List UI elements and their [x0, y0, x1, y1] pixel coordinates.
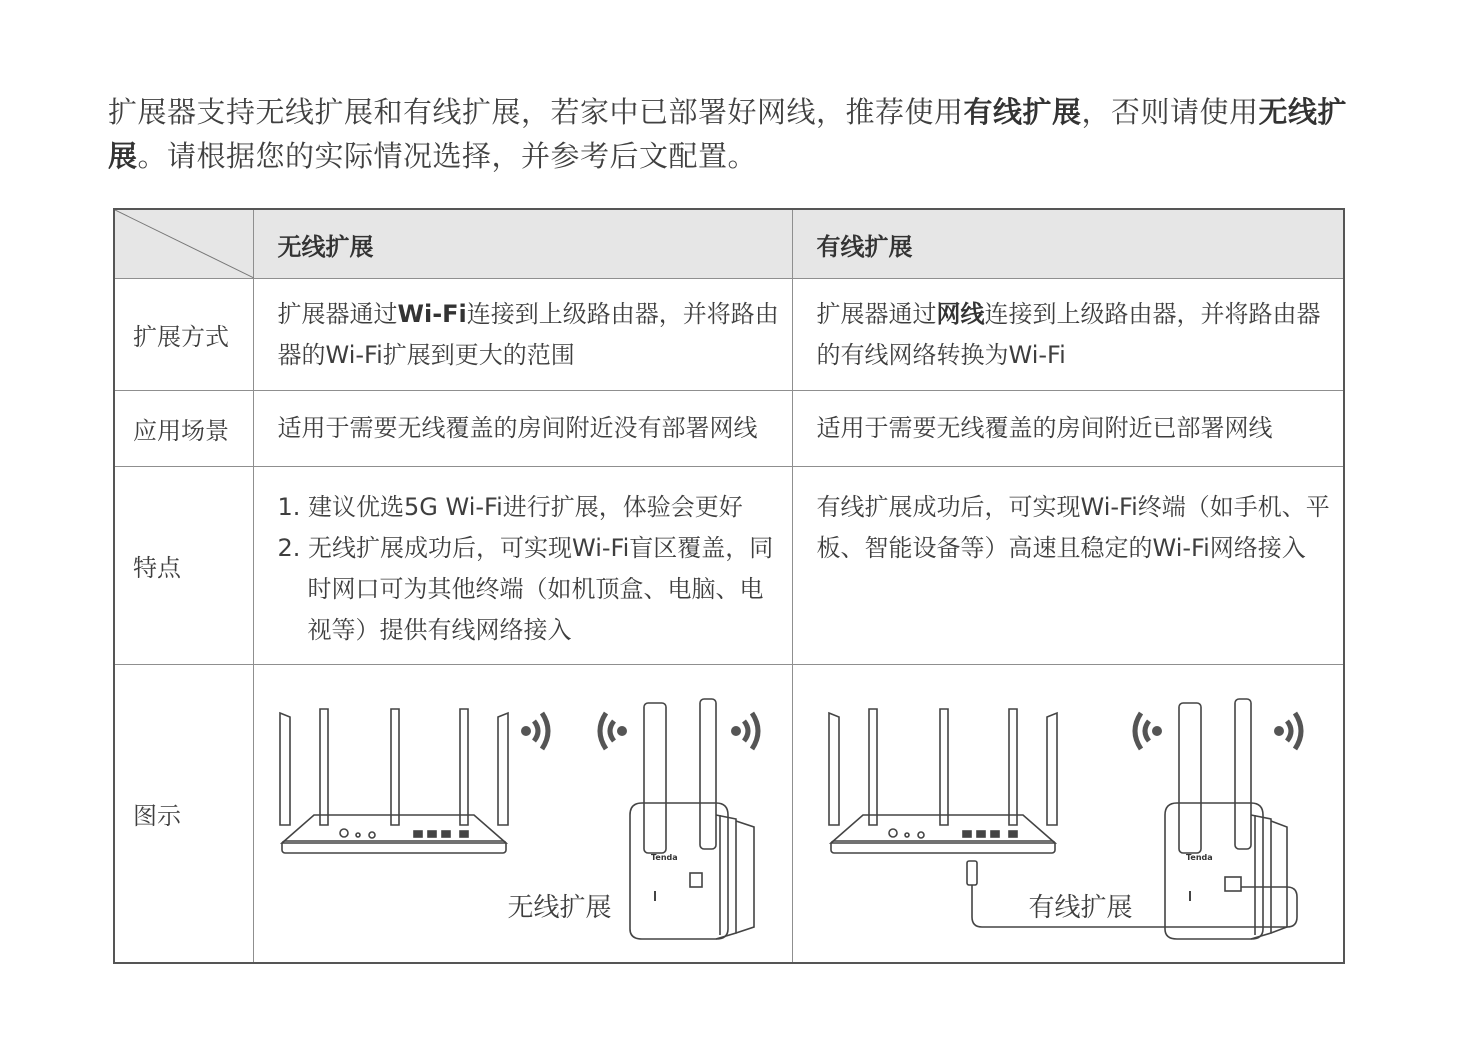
row-label-diagram: 图示: [114, 665, 253, 963]
row-label-features: 特点: [114, 467, 253, 665]
row-label-scenario: 应用场景: [114, 391, 253, 467]
intro-bold-wireless: 无线扩展: [108, 95, 1348, 173]
wifi-signal-icon: [600, 713, 625, 749]
cell-scenario-wireless: 适用于需要无线覆盖的房间附近没有部署网线: [253, 391, 792, 467]
row-label-method: 扩展方式: [114, 279, 253, 391]
text-part: 连接到上级路由器，并将路由器的Wi-Fi扩展到更大的范围: [277, 299, 779, 369]
text-bold: 网线: [936, 299, 985, 328]
cell-method-wireless: [253, 279, 792, 391]
header-wired: 有线扩展: [792, 209, 1344, 279]
text-part: 扩展器通过: [277, 299, 398, 328]
feature-list: [278, 487, 782, 651]
table-row: [114, 665, 1344, 963]
table-header-row: [114, 209, 1344, 279]
table-row: [114, 279, 1344, 391]
intro-paragraph: [108, 90, 1358, 178]
cell-scenario-wired: 适用于需要无线覆盖的房间附近已部署网线: [792, 391, 1344, 467]
intro-text-1: 扩展器支持无线扩展和有线扩展，若家中已部署好网线，推荐使用: [108, 95, 964, 129]
router-icon: [829, 709, 1057, 853]
cell-method-wired: [792, 279, 1344, 391]
caption-wireless: 无线扩展: [504, 887, 616, 924]
diagonal-divider: [115, 210, 254, 278]
intro-bold-wired: 有线扩展: [963, 95, 1082, 129]
list-item: 2. 无线扩展成功后，可实现Wi-Fi盲区覆盖，同时网口可为其他终端（如机顶盒、电脑、电视等）提供有线网络接入: [277, 534, 774, 644]
intro-text-3: 。请根据您的实际情况选择，并参考后文配置。: [137, 139, 758, 173]
extender-icon: [1165, 699, 1287, 939]
caption-wired: 有线扩展: [1025, 887, 1137, 924]
text-bold: Wi-Fi: [397, 299, 467, 328]
wifi-signal-icon: [733, 713, 758, 749]
wifi-signal-icon: [1276, 713, 1301, 749]
list-item: 1. 建议优选5G Wi-Fi进行扩展，体验会更好: [277, 493, 743, 521]
header-wireless: 无线扩展: [253, 209, 792, 279]
intro-text-2: ，否则请使用: [1081, 95, 1259, 129]
header-corner: [114, 209, 253, 279]
text-part: 扩展器通过: [816, 299, 937, 328]
cell-features-wireless: [253, 467, 792, 665]
table-row: [114, 391, 1344, 467]
wifi-signal-icon: [523, 713, 548, 749]
text-part: 连接到上级路由器，并将路由器的有线网络转换为Wi-Fi: [816, 299, 1321, 369]
cell-diagram-wired: [792, 665, 1344, 963]
router-icon: [280, 709, 508, 853]
brand-logo: Tenda: [1185, 853, 1213, 863]
cell-features-wired: 有线扩展成功后，可实现Wi-Fi终端（如手机、平板、智能设备等）高速且稳定的Wi-Fi网络接入: [792, 467, 1344, 665]
brand-logo: Tenda: [650, 853, 678, 863]
wifi-signal-icon: [1135, 713, 1160, 749]
table-row: [114, 467, 1344, 665]
comparison-table: [113, 208, 1345, 964]
cell-diagram-wireless: [253, 665, 792, 963]
